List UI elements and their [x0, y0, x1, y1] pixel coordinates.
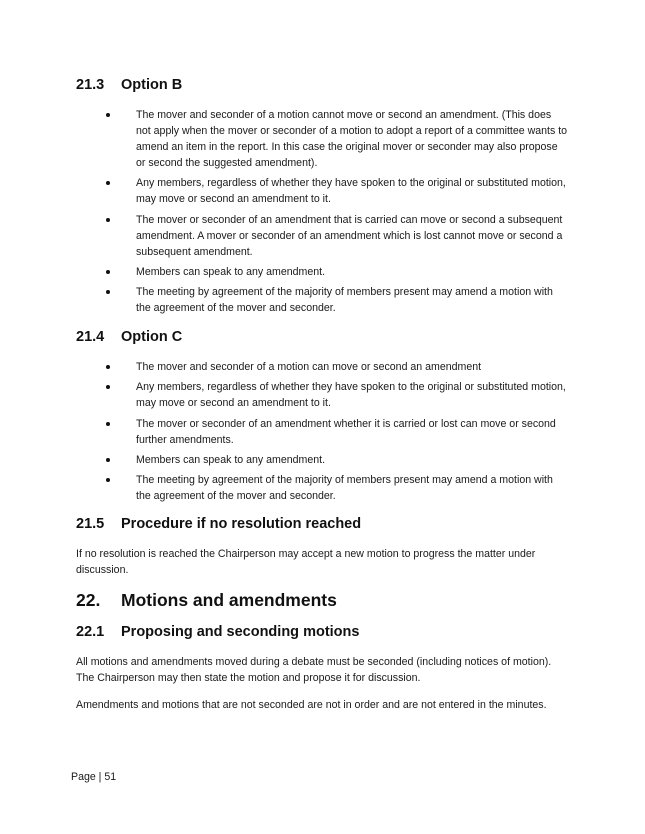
bullet-icon [106, 270, 110, 274]
bullet-icon [106, 113, 110, 117]
list-item: Members can speak to any amendment. [0, 264, 568, 280]
paragraph: If no resolution is reached the Chairperson may accept a new motion to progress the matter under discussion. [76, 548, 536, 576]
bullet-icon [106, 385, 110, 389]
list-item: Any members, regardless of whether they have spoken to the original or substituted motion, may move or second an amendment to it. [0, 175, 568, 207]
chapter-number: 22. [76, 590, 101, 610]
section-number: 21.4 [76, 329, 105, 345]
paragraph: All motions and amendments moved during a debate must be seconded (including notices of motion). The Chairperson may then state the motion and propose it for discussion. [76, 656, 552, 684]
list-item: Any members, regardless of whether they have spoken to the original or substituted motion, may move or second an amendment to it. [0, 379, 568, 411]
bullet-icon [106, 365, 110, 369]
list-item: The mover or seconder of an amendment that is carried can move or second a subsequent amendment. A mover or seconder of an amendment which is lost cannot move or second a subsequent amendment. [0, 212, 568, 260]
bullet-icon [106, 218, 110, 222]
chapter-title: Motions and amendments [121, 590, 337, 610]
section-number: 21.5 [76, 516, 105, 532]
list-item: The meeting by agreement of the majority of members present may amend a motion with the agreement of the mover and seconder. [0, 472, 568, 504]
section-title: Proposing and seconding motions [121, 624, 360, 640]
list-item: The mover or seconder of an amendment whether it is carried or lost can move or second further amendments. [0, 416, 568, 448]
list-item: The mover and seconder of a motion cannot move or second an amendment. (This does not apply when the mover or seconder of a motion to adopt a report of a committee wants to amend an item in the report. In this case the original mover or seconder may also propose or second the suggested amendment). [0, 107, 568, 171]
section-title: Procedure if no resolution reached [121, 516, 362, 532]
list-item: The mover and seconder of a motion can move or second an amendment [0, 359, 568, 375]
bullet-icon [106, 181, 110, 185]
bullet-icon [106, 422, 110, 426]
page-number: Page | 51 [71, 771, 117, 783]
section-title: Option B [121, 77, 183, 93]
list-item: Members can speak to any amendment. [0, 452, 568, 468]
section-number: 22.1 [76, 624, 105, 640]
section-title: Option C [121, 329, 183, 345]
option-c-list [0, 359, 645, 508]
bullet-icon [106, 458, 110, 462]
section-number: 21.3 [76, 77, 105, 93]
paragraph: Amendments and motions that are not seconded are not in order and are not entered in the minutes. [76, 699, 547, 711]
option-b-list [0, 107, 645, 320]
bullet-icon [106, 478, 110, 482]
list-item: The meeting by agreement of the majority of members present may amend a motion with the agreement of the mover and seconder. [0, 284, 568, 316]
bullet-icon [106, 290, 110, 294]
